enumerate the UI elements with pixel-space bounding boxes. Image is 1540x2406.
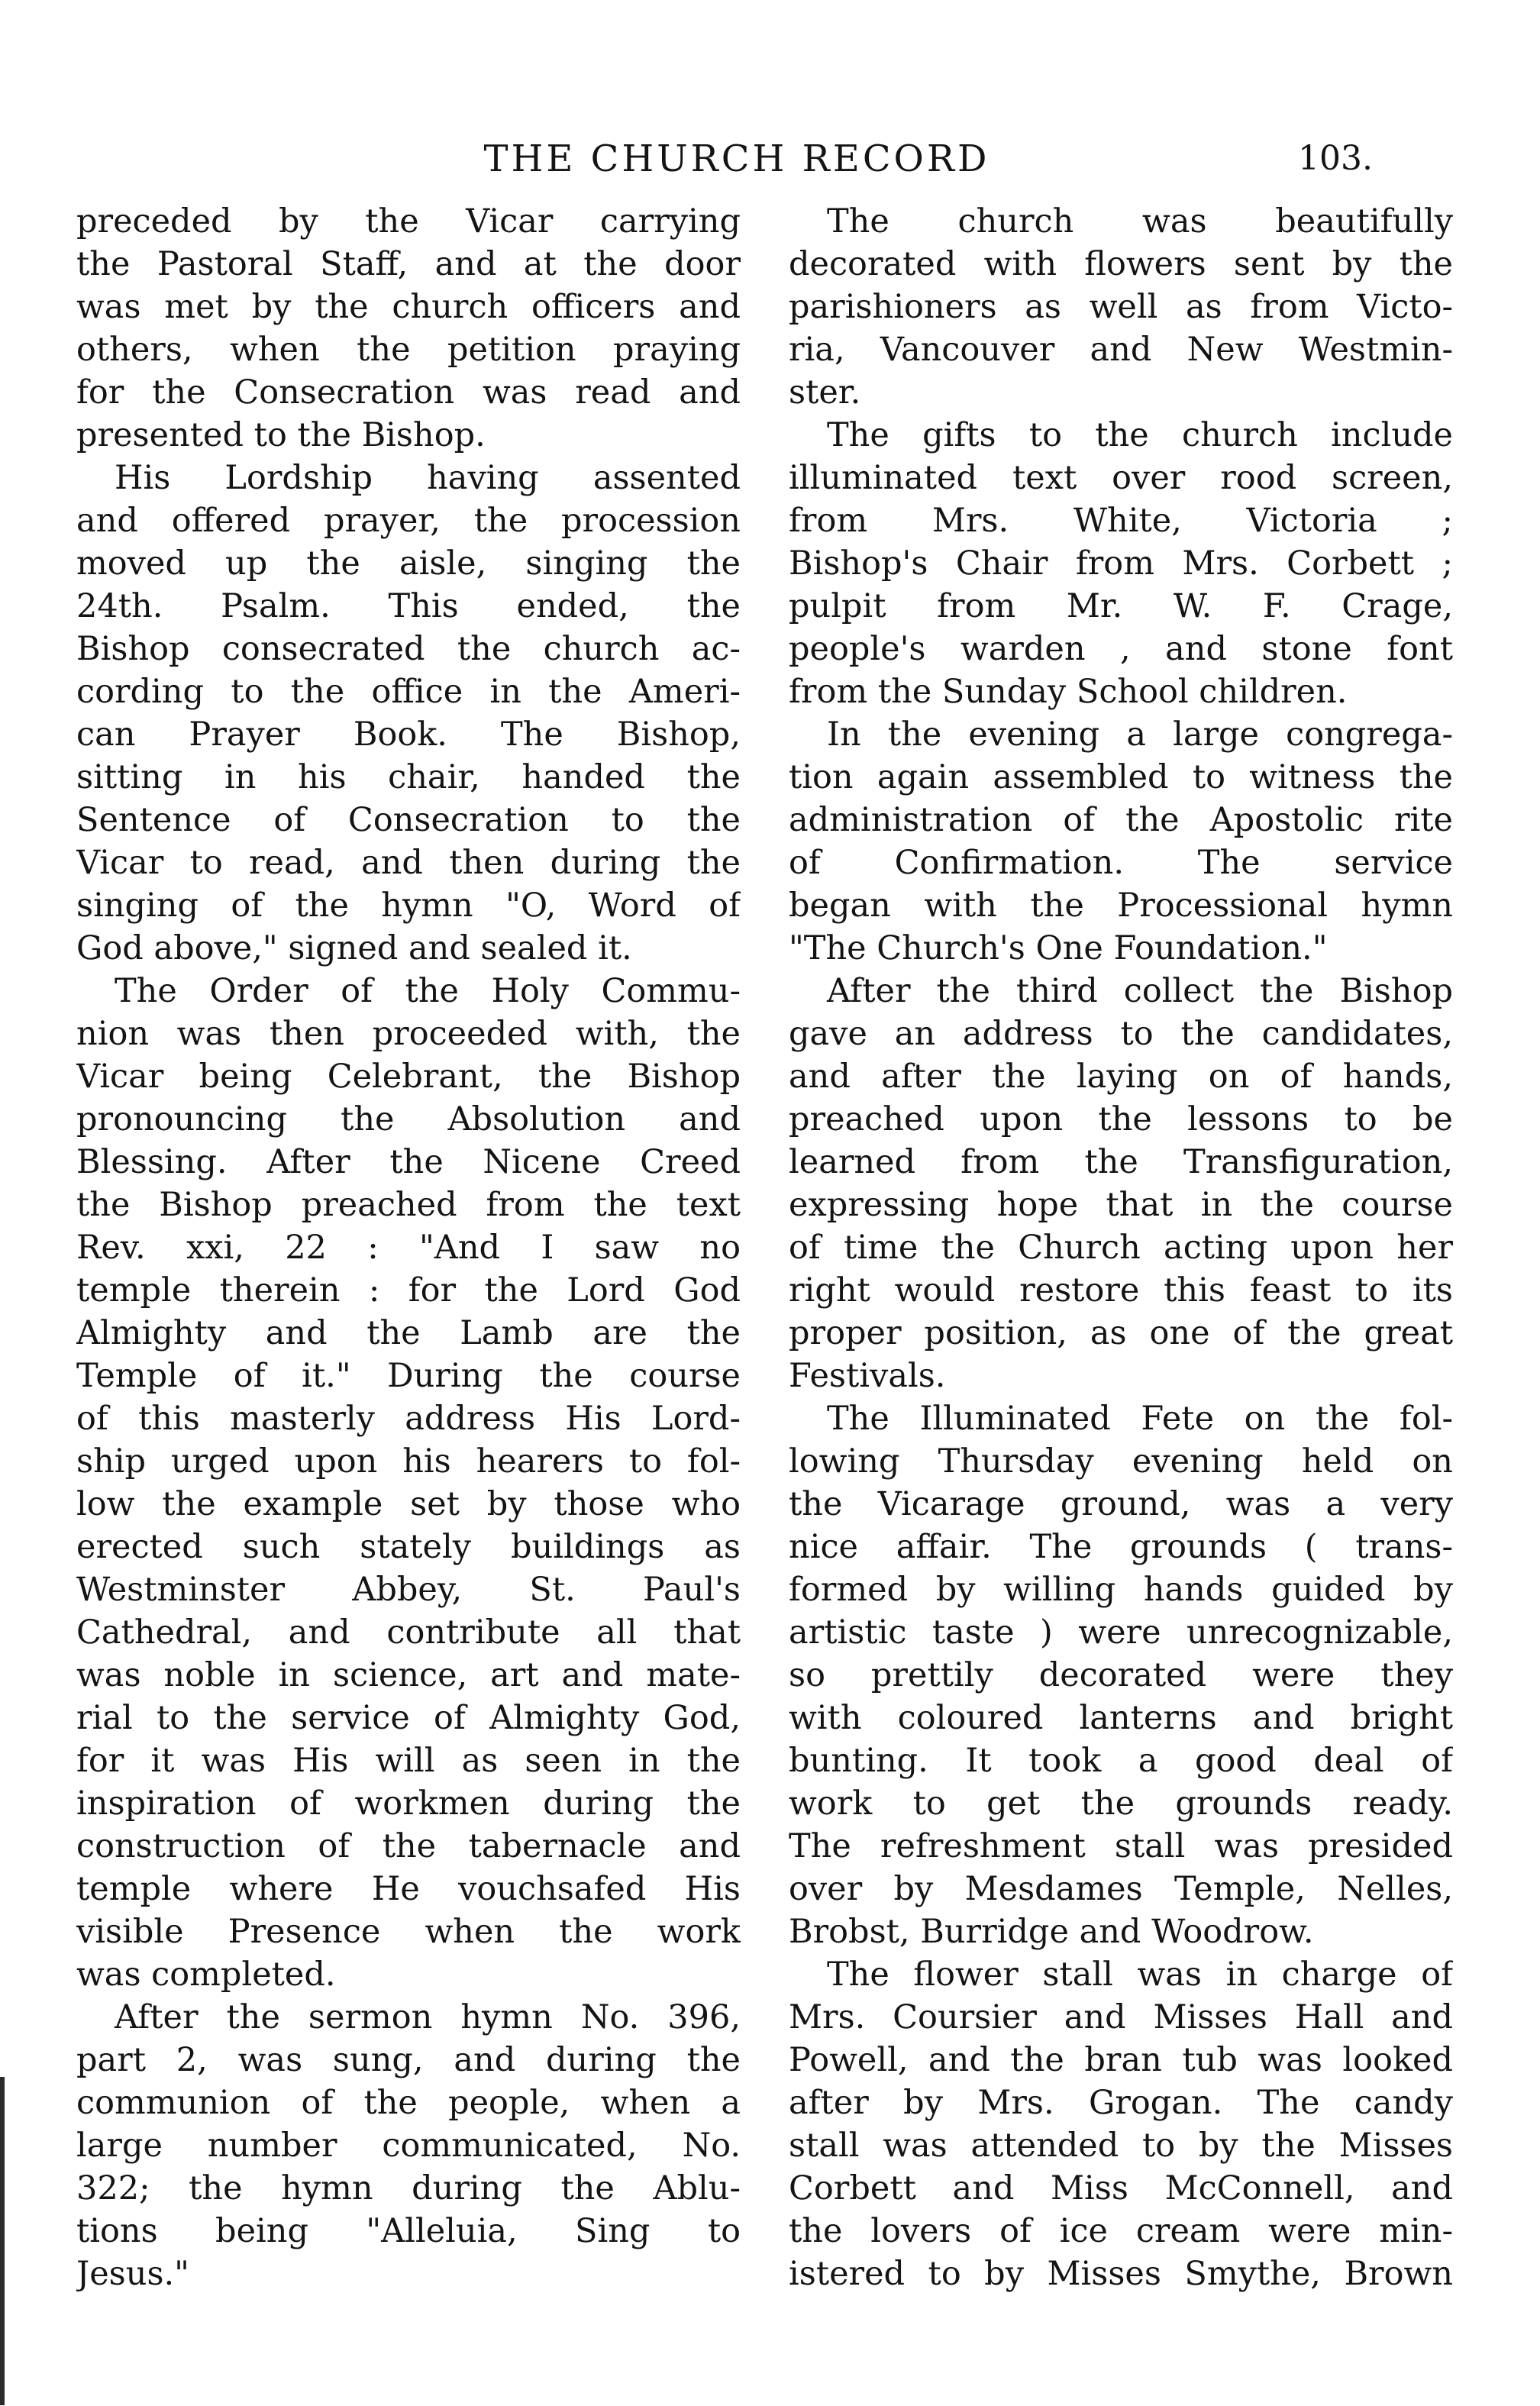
text-line: for it was His will as seen in the — [76, 1742, 741, 1780]
text-line: After the sermon hymn No. 396, — [115, 1998, 741, 2036]
text-line: sitting in his chair, handed the — [76, 758, 741, 796]
text-line: Powell, and the bran tub was looked — [789, 2041, 1453, 2079]
text-line: Jesus." — [76, 2255, 189, 2293]
text-line: nice affair. The grounds ( trans- — [789, 1528, 1453, 1566]
text-line: In the evening a large congrega- — [827, 715, 1453, 754]
text-line: Bishop's Chair from Mrs. Corbett ; — [789, 544, 1453, 583]
text-line: tions being "Alleluia, Sing to — [76, 2212, 741, 2250]
right-text-column — [789, 200, 1453, 2293]
text-line: The church was beautifully — [827, 202, 1453, 241]
text-line: Westminster Abbey, St. Paul's — [76, 1571, 741, 1609]
text-line: pulpit from Mr. W. F. Crage, — [789, 587, 1453, 625]
text-line: parishioners as well as from Victo- — [789, 288, 1453, 326]
text-line: communion of the people, when a — [76, 2084, 741, 2122]
text-line: Almighty and the Lamb are the — [76, 1314, 741, 1352]
text-line: pronouncing the Absolution and — [76, 1100, 741, 1138]
text-line: Bishop consecrated the church ac- — [76, 630, 741, 668]
text-line: right would restore this feast to its — [789, 1271, 1453, 1310]
text-line: large number communicated, No. — [76, 2127, 741, 2165]
text-line: 322; the hymn during the Ablu- — [76, 2169, 741, 2207]
text-line: Blessing. After the Nicene Creed — [76, 1143, 741, 1181]
text-line: Festivals. — [789, 1357, 946, 1395]
text-line: temple where He vouchsafed His — [76, 1870, 741, 1908]
text-line: expressing hope that in the course — [789, 1186, 1453, 1224]
text-line: Sentence of Consecration to the — [76, 801, 741, 839]
text-line: decorated with flowers sent by the — [789, 245, 1453, 283]
text-line: The gifts to the church include — [827, 416, 1453, 454]
text-line: construction of the tabernacle and — [76, 1827, 741, 1865]
text-line: illuminated text over rood screen, — [789, 459, 1453, 497]
text-line: formed by willing hands guided by — [789, 1571, 1453, 1609]
text-line: from Mrs. White, Victoria ; — [789, 502, 1453, 540]
text-line: was completed. — [76, 1955, 336, 1994]
text-line: learned from the Transfiguration, — [789, 1143, 1453, 1181]
text-line: over by Mesdames Temple, Nelles, — [789, 1870, 1453, 1908]
text-line: Cathedral, and contribute all that — [76, 1613, 741, 1652]
text-line: and after the laying on of hands, — [789, 1058, 1453, 1096]
text-line: temple therein : for the Lord God — [76, 1271, 741, 1310]
text-line: was noble in science, art and mate- — [76, 1656, 741, 1694]
text-line: visible Presence when the work — [76, 1913, 741, 1951]
text-line: part 2, was sung, and during the — [76, 2041, 741, 2079]
text-line: lowing Thursday evening held on — [789, 1442, 1453, 1481]
text-line: ster. — [789, 373, 861, 412]
text-line: bunting. It took a good deal of — [789, 1742, 1453, 1780]
text-line: was met by the church officers and — [76, 288, 741, 326]
text-line: rial to the service of Almighty God, — [76, 1699, 741, 1737]
text-line: Vicar to read, and then during the — [76, 844, 741, 882]
text-line: nion was then proceeded with, the — [76, 1015, 741, 1053]
text-line: low the example set by those who — [76, 1485, 741, 1523]
running-head — [0, 136, 1540, 182]
text-line: of this masterly address His Lord- — [76, 1400, 741, 1438]
text-line: erected such stately buildings as — [76, 1528, 741, 1566]
text-line: God above," signed and sealed it. — [76, 929, 632, 967]
text-line: and offered prayer, the procession — [76, 502, 741, 540]
text-line: The Order of the Holy Commu- — [115, 972, 741, 1010]
text-line: after by Mrs. Grogan. The candy — [789, 2084, 1453, 2122]
text-line: administration of the Apostolic rite — [789, 801, 1453, 839]
scan-edge-mark — [0, 2077, 5, 2405]
text-line: tion again assembled to witness the — [789, 758, 1453, 796]
text-line: stall was attended to by the Misses — [789, 2127, 1453, 2165]
text-line: Rev. xxi, 22 : "And I saw no — [76, 1229, 741, 1267]
text-line: work to get the grounds ready. — [789, 1784, 1453, 1823]
text-line: singing of the hymn "O, Word of — [76, 887, 741, 925]
text-line: After the third collect the Bishop — [827, 972, 1453, 1010]
text-line: Corbett and Miss McConnell, and — [789, 2169, 1453, 2207]
text-line: Temple of it." During the course — [76, 1357, 741, 1395]
text-line: 24th. Psalm. This ended, the — [76, 587, 741, 625]
page-number: 103. — [1298, 139, 1373, 178]
text-line: can Prayer Book. The Bishop, — [76, 715, 741, 754]
left-text-column — [76, 200, 741, 2293]
text-line: for the Consecration was read and — [76, 373, 741, 412]
text-line: His Lordship having assented — [115, 459, 741, 497]
text-line: "The Church's One Foundation." — [789, 929, 1328, 967]
text-line: of time the Church acting upon her — [789, 1229, 1453, 1267]
text-line: Brobst, Burridge and Woodrow. — [789, 1913, 1314, 1951]
text-line: presented to the Bishop. — [76, 416, 486, 454]
text-line: Mrs. Coursier and Misses Hall and — [789, 1998, 1453, 2036]
text-line: istered to by Misses Smythe, Brown — [789, 2255, 1453, 2293]
text-line: proper position, as one of the great — [789, 1314, 1453, 1352]
text-line: began with the Processional hymn — [789, 887, 1453, 925]
text-line: The flower stall was in charge of — [827, 1955, 1453, 1994]
text-line: ria, Vancouver and New Westmin- — [789, 331, 1453, 369]
text-line: the Vicarage ground, was a very — [789, 1485, 1453, 1523]
text-line: preached upon the lessons to be — [789, 1100, 1453, 1138]
page-header-title: THE CHURCH RECORD — [483, 137, 990, 180]
text-line: The refreshment stall was presided — [789, 1827, 1453, 1865]
text-line: people's warden , and stone font — [789, 630, 1453, 668]
text-line: gave an address to the candidates, — [789, 1015, 1453, 1053]
text-line: from the Sunday School children. — [789, 673, 1348, 711]
text-line: inspiration of workmen during the — [76, 1784, 741, 1823]
text-line: Vicar being Celebrant, the Bishop — [76, 1058, 741, 1096]
text-line: the Bishop preached from the text — [76, 1186, 741, 1224]
text-line: cording to the office in the Ameri- — [76, 673, 741, 711]
text-line: so prettily decorated were they — [789, 1656, 1453, 1694]
text-line: of Confirmation. The service — [789, 844, 1453, 882]
text-line: others, when the petition praying — [76, 331, 741, 369]
text-line: the lovers of ice cream were min- — [789, 2212, 1453, 2250]
text-line: The Illuminated Fete on the fol- — [827, 1400, 1453, 1438]
text-line: the Pastoral Staff, and at the door — [76, 245, 741, 283]
text-line: ship urged upon his hearers to fol- — [76, 1442, 741, 1481]
text-line: moved up the aisle, singing the — [76, 544, 741, 583]
text-line: preceded by the Vicar carrying — [76, 202, 741, 241]
text-line: with coloured lanterns and bright — [789, 1699, 1453, 1737]
text-line: artistic taste ) were unrecognizable, — [789, 1613, 1453, 1652]
